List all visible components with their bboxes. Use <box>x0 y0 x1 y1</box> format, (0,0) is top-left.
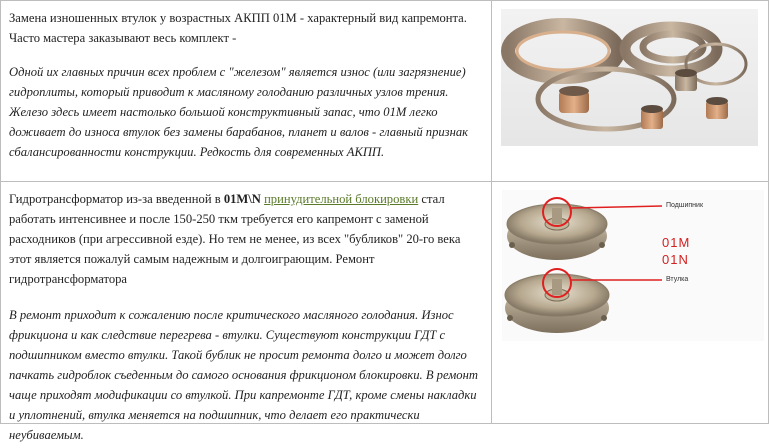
image-cell <box>492 182 768 423</box>
torque-converter-image <box>502 190 764 341</box>
bearing-label: Подшипник <box>666 202 704 209</box>
paragraph <box>9 189 483 289</box>
forced-lockup-link[interactable]: принудительной блокировки <box>264 192 419 206</box>
text-span: Гидротрансформатор из-за введенной в <box>9 192 224 206</box>
paragraph-italic: Одной их главных причин всех проблем с "железом" является износ (или загрязнение) гидроплиты, который приводит к масляному голоданию различных узлов трения. Железо здесь имеет настолько большой конструктивный запас, что 01M легко доживает до износа втулок без замены барабанов, планет и валов - главный признак сбалансированности конструкции. Редкость для современных АКПП. <box>9 65 469 159</box>
image-cell <box>492 1 768 181</box>
table-row <box>1 1 768 182</box>
bushings-image <box>501 9 758 146</box>
paragraph: Замена изношенных втулок у возрастных АКПП 01M - характерный вид капремонта. Часто мастера заказывают весь комплект - <box>9 11 467 45</box>
table-row <box>1 182 768 442</box>
paragraph-italic: В ремонт приходит к сожалению после критического масляного голодания. Износ фрикциона и как следствие перегрева - втулки. Существуют конструкции ГДТ с подшипником вместо втулки. Такой бублик не просит ремонта долго и может долго пачкать гидроблок съеденным до самого основания фрикционом блокировки. В ремонт чаще приходят модификации со втулкой. При капремонте ГДТ, кроме смены накладки и уплотнений, втулка меняется на подшипник, что делает его практически неубиваемым. <box>9 308 478 442</box>
text-cell <box>1 182 492 442</box>
text-cell <box>1 1 492 181</box>
bushing-label: Втулка <box>666 276 689 283</box>
bushings-photo <box>501 9 758 146</box>
model-01m-label: 01M <box>662 235 691 250</box>
torque-converter-photo <box>502 190 764 341</box>
model-01n-label: 01N <box>662 252 689 267</box>
model-code-bold: 01M\N <box>223 192 261 206</box>
text-span: стал работать интенсивнее и после 150-250 ткм требуется его капремонт с заменой расходников (при агрессивной езде). Но тем не менее, из всех "бубликов" 20-го века этот является пожалуй самым надежным и долгоиграющим. Ремонт гидротрансформатора <box>9 192 461 286</box>
